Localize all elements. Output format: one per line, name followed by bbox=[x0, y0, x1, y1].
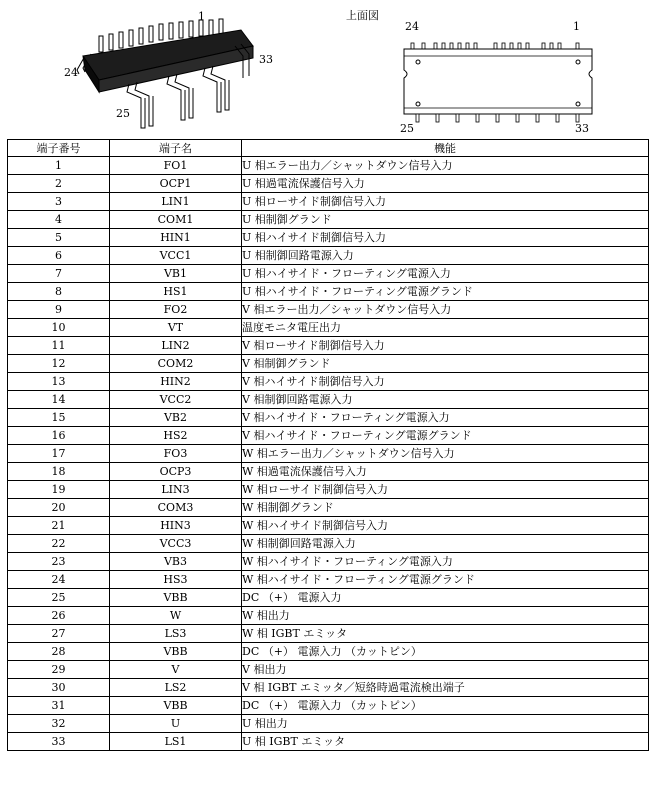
pin-25-label: 25 bbox=[116, 107, 130, 120]
pin-1-label: 1 bbox=[198, 10, 205, 23]
pin-name-cell: OCP1 bbox=[110, 175, 242, 193]
table-row bbox=[8, 589, 649, 607]
table-row bbox=[8, 553, 649, 571]
pin-function-cell: U 相制御グランド bbox=[242, 211, 649, 229]
package-top-view-drawing bbox=[398, 34, 598, 130]
pin-function-cell: DC （+） 電源入力 （カットピン） bbox=[242, 643, 649, 661]
table-row bbox=[8, 175, 649, 193]
pin-number-cell: 19 bbox=[8, 481, 110, 499]
pin-number-cell: 4 bbox=[8, 211, 110, 229]
top-view-pin-1-label: 1 bbox=[573, 20, 580, 33]
pin-number-cell: 14 bbox=[8, 391, 110, 409]
table-row bbox=[8, 445, 649, 463]
table-row bbox=[8, 715, 649, 733]
top-view-pin-24-label: 24 bbox=[405, 20, 419, 33]
pin-name-cell: VCC2 bbox=[110, 391, 242, 409]
table-row bbox=[8, 427, 649, 445]
pin-number-cell: 12 bbox=[8, 355, 110, 373]
pin-number-cell: 28 bbox=[8, 643, 110, 661]
pin-name-cell: COM3 bbox=[110, 499, 242, 517]
table-row bbox=[8, 481, 649, 499]
top-view-pin-25-label: 25 bbox=[400, 122, 414, 135]
pin-function-cell: W 相ハイサイド・フローティング電源入力 bbox=[242, 553, 649, 571]
pin-number-cell: 33 bbox=[8, 733, 110, 751]
pin-name-cell: LS2 bbox=[110, 679, 242, 697]
pin-number-cell: 13 bbox=[8, 373, 110, 391]
pin-number-cell: 3 bbox=[8, 193, 110, 211]
pin-function-cell: U 相ハイサイド制御信号入力 bbox=[242, 229, 649, 247]
table-row bbox=[8, 301, 649, 319]
pin-number-cell: 27 bbox=[8, 625, 110, 643]
pin-name-cell: LIN1 bbox=[110, 193, 242, 211]
pin-number-cell: 29 bbox=[8, 661, 110, 679]
table-row bbox=[8, 283, 649, 301]
pin-name-cell: V bbox=[110, 661, 242, 679]
pin-number-cell: 10 bbox=[8, 319, 110, 337]
table-row bbox=[8, 157, 649, 175]
pin-name-cell: VBB bbox=[110, 589, 242, 607]
table-row bbox=[8, 661, 649, 679]
pin-number-cell: 26 bbox=[8, 607, 110, 625]
pin-function-cell: V 相 IGBT エミッタ／短絡時過電流検出端子 bbox=[242, 679, 649, 697]
pin-name-cell: HS2 bbox=[110, 427, 242, 445]
pin-33-label: 33 bbox=[259, 53, 273, 66]
pin-function-cell: W 相ローサイド制御信号入力 bbox=[242, 481, 649, 499]
table-row bbox=[8, 643, 649, 661]
pin-number-cell: 11 bbox=[8, 337, 110, 355]
pin-function-cell: V 相エラー出力／シャットダウン信号入力 bbox=[242, 301, 649, 319]
pin-number-cell: 8 bbox=[8, 283, 110, 301]
pin-function-table bbox=[7, 139, 649, 751]
pin-name-cell: OCP3 bbox=[110, 463, 242, 481]
pin-function-cell: V 相制御グランド bbox=[242, 355, 649, 373]
pin-name-cell: LS3 bbox=[110, 625, 242, 643]
table-row bbox=[8, 229, 649, 247]
table-row bbox=[8, 679, 649, 697]
top-view-caption: 上面図 bbox=[346, 9, 379, 22]
pin-number-cell: 25 bbox=[8, 589, 110, 607]
table-row bbox=[8, 265, 649, 283]
pin-function-cell: U 相ローサイド制御信号入力 bbox=[242, 193, 649, 211]
pin-name-cell: COM2 bbox=[110, 355, 242, 373]
table-row bbox=[8, 373, 649, 391]
table-row bbox=[8, 391, 649, 409]
pin-name-cell: LIN3 bbox=[110, 481, 242, 499]
pin-number-cell: 2 bbox=[8, 175, 110, 193]
table-header-row bbox=[8, 140, 649, 157]
table-row bbox=[8, 607, 649, 625]
pin-function-cell: U 相エラー出力／シャットダウン信号入力 bbox=[242, 157, 649, 175]
pin-number-cell: 21 bbox=[8, 517, 110, 535]
top-view-pin-33-label: 33 bbox=[575, 122, 589, 135]
table-row bbox=[8, 247, 649, 265]
pin-name-cell: FO1 bbox=[110, 157, 242, 175]
pin-name-cell: VB2 bbox=[110, 409, 242, 427]
table-row bbox=[8, 319, 649, 337]
pin-function-cell: U 相制御回路電源入力 bbox=[242, 247, 649, 265]
table-row bbox=[8, 535, 649, 553]
pin-number-cell: 6 bbox=[8, 247, 110, 265]
pin-number-cell: 20 bbox=[8, 499, 110, 517]
pin-name-cell: W bbox=[110, 607, 242, 625]
pin-function-cell: U 相出力 bbox=[242, 715, 649, 733]
pin-name-cell: HS1 bbox=[110, 283, 242, 301]
pin-name-cell: VCC3 bbox=[110, 535, 242, 553]
pin-number-cell: 1 bbox=[8, 157, 110, 175]
pin-name-cell: HIN2 bbox=[110, 373, 242, 391]
table-row bbox=[8, 211, 649, 229]
pin-number-cell: 24 bbox=[8, 571, 110, 589]
table-row bbox=[8, 193, 649, 211]
table-row bbox=[8, 697, 649, 715]
package-figure bbox=[0, 0, 655, 138]
pin-name-cell: LS1 bbox=[110, 733, 242, 751]
pin-name-cell: VB3 bbox=[110, 553, 242, 571]
pin-function-cell: W 相過電流保護信号入力 bbox=[242, 463, 649, 481]
pin-name-cell: U bbox=[110, 715, 242, 733]
pin-function-cell: V 相ハイサイド・フローティング電源入力 bbox=[242, 409, 649, 427]
pin-number-cell: 5 bbox=[8, 229, 110, 247]
pin-number-cell: 15 bbox=[8, 409, 110, 427]
pin-name-cell: COM1 bbox=[110, 211, 242, 229]
pin-function-cell: W 相ハイサイド・フローティング電源グランド bbox=[242, 571, 649, 589]
pin-name-cell: VB1 bbox=[110, 265, 242, 283]
pin-function-cell: U 相過電流保護信号入力 bbox=[242, 175, 649, 193]
pin-function-cell: V 相ハイサイド・フローティング電源グランド bbox=[242, 427, 649, 445]
pin-function-cell: DC （+） 電源入力 （カットピン） bbox=[242, 697, 649, 715]
package-perspective-drawing bbox=[55, 18, 270, 130]
pin-function-cell: U 相ハイサイド・フローティング電源入力 bbox=[242, 265, 649, 283]
pin-number-cell: 17 bbox=[8, 445, 110, 463]
pin-24-label: 24 bbox=[64, 66, 78, 79]
table-row bbox=[8, 517, 649, 535]
pin-name-cell: FO3 bbox=[110, 445, 242, 463]
pin-function-cell: W 相 IGBT エミッタ bbox=[242, 625, 649, 643]
pin-function-cell: V 相出力 bbox=[242, 661, 649, 679]
pin-number-cell: 30 bbox=[8, 679, 110, 697]
pin-number-cell: 32 bbox=[8, 715, 110, 733]
pin-name-cell: HIN1 bbox=[110, 229, 242, 247]
table-row bbox=[8, 499, 649, 517]
header-pin-number: 端子番号 bbox=[8, 140, 110, 157]
pin-name-cell: VCC1 bbox=[110, 247, 242, 265]
pin-number-cell: 22 bbox=[8, 535, 110, 553]
pin-number-cell: 7 bbox=[8, 265, 110, 283]
pin-function-cell: U 相 IGBT エミッタ bbox=[242, 733, 649, 751]
pin-table-body bbox=[8, 157, 649, 751]
pin-number-cell: 16 bbox=[8, 427, 110, 445]
pin-function-cell: 温度モニタ電圧出力 bbox=[242, 319, 649, 337]
pin-name-cell: HS3 bbox=[110, 571, 242, 589]
pin-name-cell: VBB bbox=[110, 643, 242, 661]
pin-function-cell: V 相ハイサイド制御信号入力 bbox=[242, 373, 649, 391]
table-row bbox=[8, 625, 649, 643]
table-row bbox=[8, 355, 649, 373]
pin-number-cell: 31 bbox=[8, 697, 110, 715]
pin-function-cell: W 相エラー出力／シャットダウン信号入力 bbox=[242, 445, 649, 463]
pin-name-cell: HIN3 bbox=[110, 517, 242, 535]
pin-function-cell: V 相制御回路電源入力 bbox=[242, 391, 649, 409]
header-pin-name: 端子名 bbox=[110, 140, 242, 157]
table-row bbox=[8, 337, 649, 355]
pin-function-cell: DC （+） 電源入力 bbox=[242, 589, 649, 607]
pin-number-cell: 9 bbox=[8, 301, 110, 319]
pin-function-cell: U 相ハイサイド・フローティング電源グランド bbox=[242, 283, 649, 301]
pin-function-cell: W 相制御グランド bbox=[242, 499, 649, 517]
pin-number-cell: 18 bbox=[8, 463, 110, 481]
table-row bbox=[8, 463, 649, 481]
table-row bbox=[8, 571, 649, 589]
pin-number-cell: 23 bbox=[8, 553, 110, 571]
pin-function-cell: W 相ハイサイド制御信号入力 bbox=[242, 517, 649, 535]
pin-function-cell: V 相ローサイド制御信号入力 bbox=[242, 337, 649, 355]
pin-name-cell: FO2 bbox=[110, 301, 242, 319]
pin-name-cell: LIN2 bbox=[110, 337, 242, 355]
pin-name-cell: VBB bbox=[110, 697, 242, 715]
pin-function-cell: W 相制御回路電源入力 bbox=[242, 535, 649, 553]
table-row bbox=[8, 409, 649, 427]
header-function: 機能 bbox=[242, 140, 649, 157]
pin-name-cell: VT bbox=[110, 319, 242, 337]
pin-function-cell: W 相出力 bbox=[242, 607, 649, 625]
table-row bbox=[8, 733, 649, 751]
